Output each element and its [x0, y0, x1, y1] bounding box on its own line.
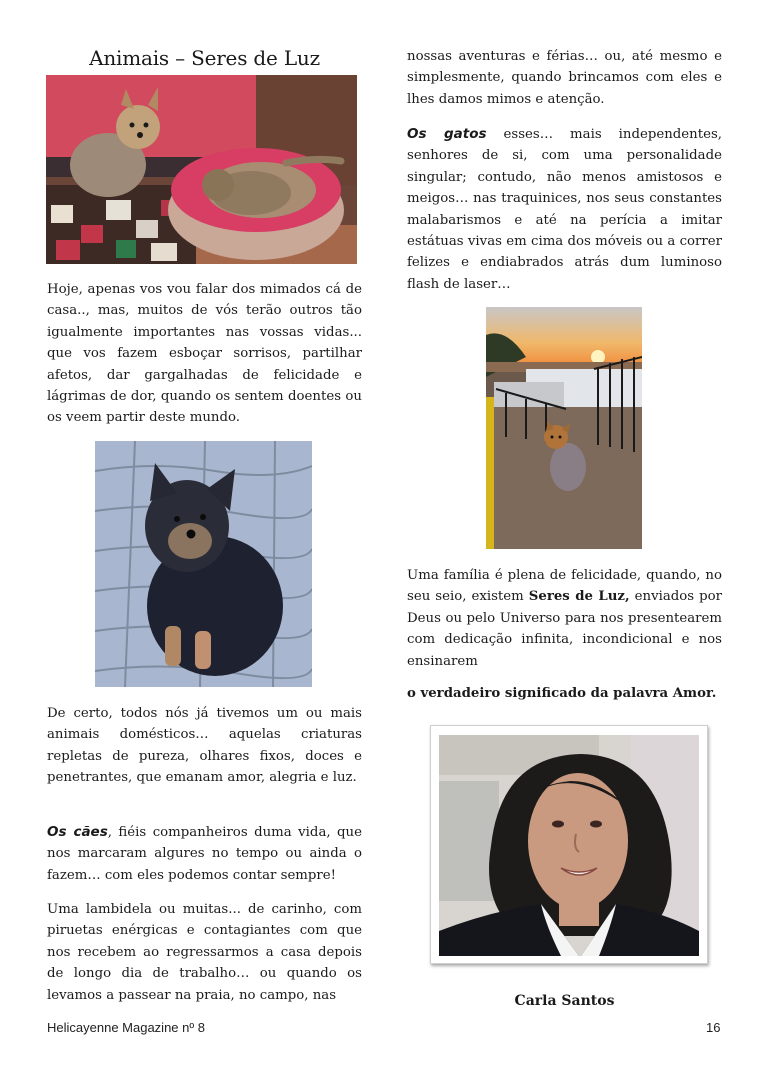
paragraph-cats — [407, 124, 722, 295]
photo-puppy — [95, 441, 312, 687]
paragraph-dogs — [47, 822, 362, 886]
photo-dog-and-cat — [46, 75, 357, 264]
author-portrait-illustration — [431, 726, 707, 963]
photo-author-portrait — [430, 725, 708, 964]
family-bold-phrase: Seres de Luz, — [528, 589, 630, 605]
sunset-dog-illustration — [486, 307, 642, 549]
family-text-start: Uma família é plena de felicidade, quando, no seu seio, existem — [407, 568, 722, 605]
article-title: Animais – Seres de Luz — [89, 46, 320, 70]
family-text-end: enviados por Deus ou pelo Universo para nos presentearem com dedicação infinita, incondicional e nos ensinarem — [407, 589, 722, 669]
dogs-lead: Os cães — [47, 824, 108, 840]
cats-text: esses… mais independentes, senhores de si, com uma personalidade singular; contudo, não menos amistosos e meigos… nas traquinices, nos seus constantes malabarismos e até na perícia a imitar estátuas vivas em cima dos móveis ou a correr felizes e endiabrados atrás dum luminoso flash de laser… — [407, 127, 722, 292]
closing-line: o verdadeiro significado da palavra Amor. — [407, 686, 717, 701]
author-name: Carla Santos — [514, 993, 615, 1009]
dog-and-cat-illustration — [46, 75, 357, 264]
puppy-illustration — [95, 441, 312, 687]
footer-magazine-name: Helicayenne Magazine nº 8 — [47, 1020, 205, 1035]
paragraph-intro: Hoje, apenas vos vou falar dos mimados cá de casa.., mas, muitos de vós terão outros tão igualmente importantes nas vossas vidas... que vos fazem esboçar sorrisos, partilhar afetos, dar gargalhadas de felicidade e lágrimas de dor, quando os sentem doentes ou os veem partir deste mundo. — [47, 282, 362, 426]
footer-page-number: 16 — [706, 1020, 721, 1035]
dogs-text: , fiéis companheiros duma vida, que nos marcaram algures no tempo ou ainda o fazem… com eles podemos contar sempre! — [47, 825, 362, 883]
cats-lead: Os gatos — [407, 126, 487, 142]
paragraph-adventures: nossas aventuras e férias… ou, até mesmo e simplesmente, quando brincamos com eles e lhes damos mimos e atenção. — [407, 49, 722, 107]
paragraph-domestic-animals: De certo, todos nós já tivemos um ou mais animais domésticos… aquelas criaturas repletas de pureza, olhares fixos, doces e penetrantes, que emanam amor, alegria e luz. — [47, 706, 362, 786]
photo-sunset-dog — [486, 307, 642, 549]
paragraph-family — [407, 565, 722, 672]
paragraph-affection: Uma lambidela ou muitas... de carinho, com piruetas enérgicas e contagiantes com que nos recebem ao regressarmos a casa depois de longo dia de trabalho… ou quando os levamos a passear na praia, no campo, nas — [47, 902, 362, 1003]
